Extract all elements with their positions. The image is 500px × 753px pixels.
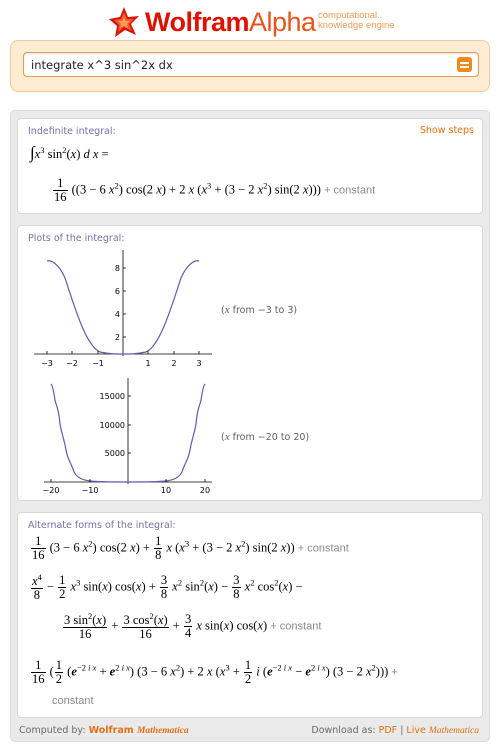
- compute-button[interactable]: [457, 57, 472, 72]
- tagline: [318, 11, 408, 31]
- spikey-logo-icon: [107, 6, 141, 40]
- y-tick-label: 10000: [99, 421, 125, 430]
- alternate-form-1[interactable]: $\frac{1}{16}$ (3 − 6 $x^2$) cos(2 x) + $\frac{1}{8}$ x ($x^3 + (3 - 2$ $x^2$) sin(2 x)) + constant: [32, 534, 349, 563]
- plot-1-caption: (x from −3 to 3): [221, 304, 298, 316]
- x-tick-label: −20: [42, 486, 60, 495]
- plot-integral-narrow[interactable]: [30, 248, 216, 370]
- tagline-line-1: computational..: [318, 10, 383, 21]
- alternate-form-2-cont[interactable]: $\frac{3 \sin^2(x)}{16}$ + $\frac{3 \cos^2(x)}{16}$ + $\frac{3}{4}$ x sin(x) cos(x) + constant: [64, 611, 322, 642]
- alternate-form-2[interactable]: $\frac{x^4}{8}$ − $\frac{1}{2}$ $x^3$ sin(x) cos(x) + $\frac{3}{8}$ $x^2$ $\sin^2(x)$ − $\frac{3}{8}$ $x^2$ $\cos^2(x)$ −: [32, 572, 303, 603]
- logo-wordmark: WolframAlpha: [145, 7, 316, 37]
- equals-icon-bar: [460, 66, 469, 68]
- integral-expression[interactable]: $\int x^3$ $\sin^2(x)$ d x =: [30, 143, 109, 162]
- x-tick-label: 10: [160, 486, 172, 495]
- tagline-line-2: knowledge engine: [318, 20, 395, 31]
- show-steps-link[interactable]: Show steps: [419, 125, 474, 136]
- x-tick-label: −10: [81, 486, 99, 495]
- x-tick-label: −2: [66, 359, 78, 368]
- computed-by: [19, 725, 189, 736]
- x-tick-label: −3: [41, 359, 53, 368]
- download-as-label: Download as:: [311, 725, 376, 736]
- integral-result[interactable]: $\frac{1}{16}$ ((3 − 6 $x^2$) cos(2 x) + 2 x ($x^3 + (3 - 2$ $x^2$) sin(2 x))) + constant: [54, 176, 376, 205]
- constant-label: + constant: [270, 620, 322, 633]
- y-tick-label: 2: [114, 333, 120, 342]
- constant-label: + constant: [297, 542, 349, 555]
- results-panel: [10, 110, 490, 742]
- y-tick-label: 5000: [104, 449, 125, 458]
- equals-icon: [460, 62, 469, 64]
- pod-title: Alternate forms of the integral:: [28, 520, 176, 531]
- header: [0, 0, 500, 96]
- search-box: [23, 52, 479, 77]
- constant-plus: +: [391, 666, 398, 679]
- x-tick-label: 2: [171, 359, 177, 368]
- x-tick-label: 20: [199, 486, 211, 495]
- pod-title: Indefinite integral:: [28, 126, 116, 137]
- pod-indefinite-integral: [17, 118, 483, 214]
- alternate-form-3[interactable]: $\frac{1}{16}$ ( $\frac{1}{2}$ $(e^{-2 i x} + e^{2 i x}) (3 - 6$ $x^2) + 2$ x ($x^3$ + $\frac{1}{2}$ i $(e^{-2 i x} - e^{2 i x}) (3 - 2$ $x^2$))) +: [32, 658, 398, 687]
- pod-alternate-forms: [17, 512, 483, 718]
- download-pdf-link[interactable]: PDF: [378, 725, 398, 736]
- y-tick-label: 15000: [99, 392, 125, 401]
- search-bar-container: [10, 40, 490, 92]
- y-tick-label: 4: [114, 310, 120, 319]
- x-tick-label: 3: [196, 359, 202, 368]
- separator: |: [400, 725, 404, 736]
- constant-label: + constant: [324, 184, 376, 197]
- pod-title: Plots of the integral:: [28, 233, 125, 244]
- plot-integral-wide[interactable]: [30, 376, 216, 496]
- search-input[interactable]: [31, 57, 451, 73]
- download-live-mathematica-link[interactable]: Live Mathematica: [406, 725, 479, 736]
- wolfram-mathematica-link[interactable]: Wolfram Mathematica: [88, 725, 189, 736]
- constant-label: constant: [52, 695, 94, 707]
- y-tick-label: 8: [114, 264, 120, 273]
- x-tick-label: −1: [92, 359, 104, 368]
- download-as: [311, 725, 479, 736]
- y-tick-label: 6: [114, 287, 120, 296]
- computed-by-label: Computed by:: [19, 725, 86, 736]
- pod-plots: [17, 225, 483, 501]
- plot-2-caption: (x from −20 to 20): [221, 431, 310, 443]
- x-tick-label: 1: [145, 359, 151, 368]
